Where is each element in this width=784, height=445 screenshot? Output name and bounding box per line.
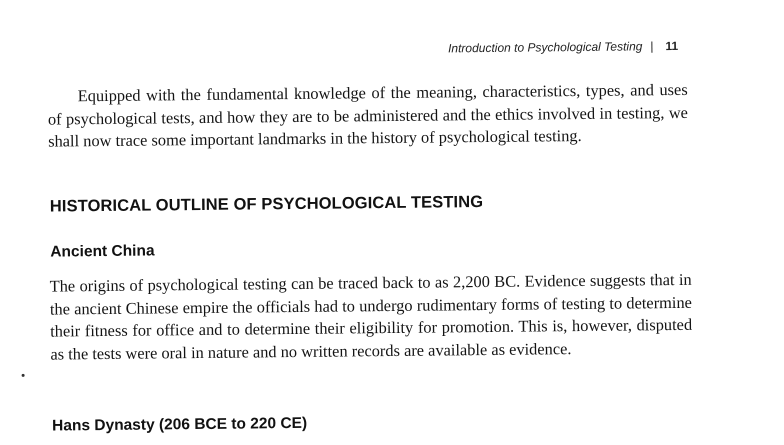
section-heading: HISTORICAL OUTLINE OF PSYCHOLOGICAL TESTING <box>49 193 484 216</box>
running-head-separator: | <box>650 39 654 54</box>
running-head-title: Introduction to Psychological Testing <box>447 39 643 56</box>
running-head <box>448 39 678 55</box>
subheading-ancient-china: Ancient China <box>50 242 155 261</box>
page-number: 11 <box>665 38 679 54</box>
subheading-hans-dynasty: Hans Dynasty (206 BCE to 220 CE) <box>52 414 308 435</box>
margin-speck <box>22 374 25 377</box>
intro-paragraph: Equipped with the fundamental knowledge of the meaning, characteristics, types, and uses of psychological tests, and how they are to be administered and the ethics involved in testing, we shall now trace some important landmarks in the history of psychological testing. <box>47 79 688 151</box>
ancient-china-paragraph: The origins of psychological testing can be traced back to as 2,200 BC. Evidence suggests that in the ancient Chinese empire the officials had to undergo rudimentary forms of testing to determine their fitness for office and to determine their eligibility for promotion. This is, however, disputed as the tests were oral in nature and no written records are available as evidence. <box>49 269 693 364</box>
